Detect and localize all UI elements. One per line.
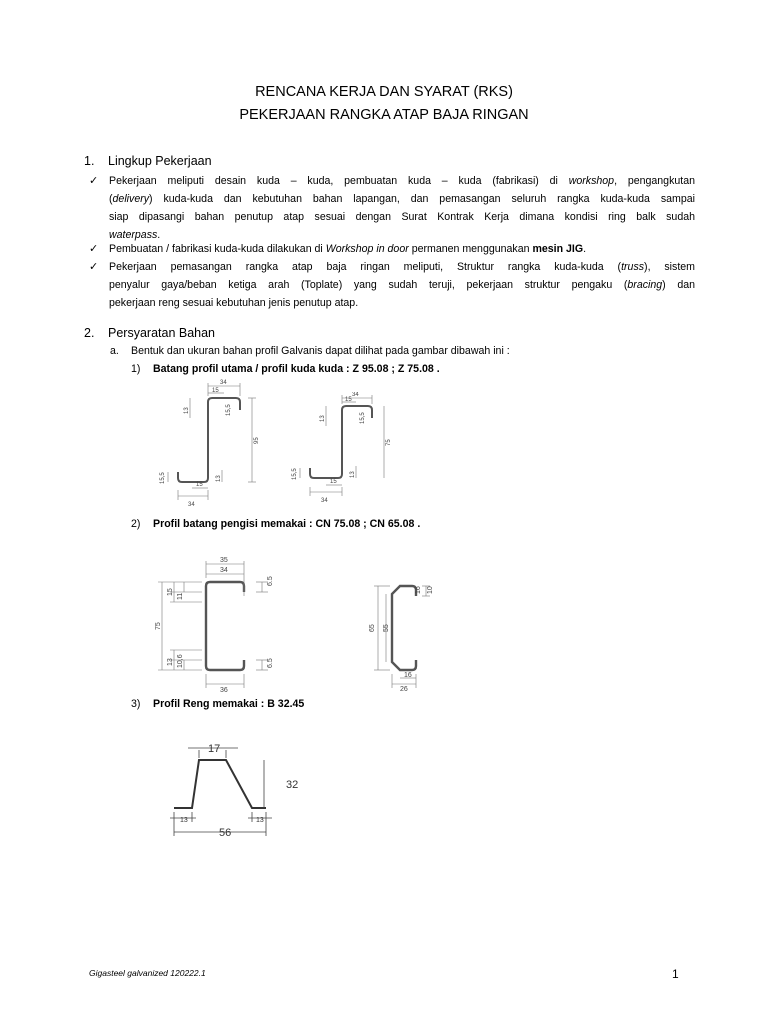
bullet-text-segment: workshop xyxy=(568,175,615,187)
bullet-line xyxy=(109,172,695,190)
bullet-line xyxy=(109,190,695,208)
cn75-dim-bottom: 36 xyxy=(220,687,228,694)
cn65-dim-inner: 55 xyxy=(383,624,390,632)
cn75-dim-l4: 10,6 xyxy=(177,654,184,668)
bullet-text-segment: Pembuatan / fabrikasi kuda-kuda dilakukan di xyxy=(109,243,326,255)
reng-profile-figure xyxy=(162,736,312,846)
cn75-dim-lip-bot: 6.5 xyxy=(267,658,274,668)
bullet-text-segment: mesin JIG xyxy=(532,243,584,255)
bullet-text-segment: Pekerjaan pemasangan rangka atap baja ringan meliputi, Struktur rangka kuda-kuda ( xyxy=(109,261,622,273)
item-a-marker: a. xyxy=(110,345,119,357)
bullet-text-segment: Pekerjaan meliputi desain kuda – kuda, pembuatan kuda – kuda (fabrikasi) di xyxy=(109,175,569,187)
bullet-line xyxy=(109,208,695,226)
z95-dim-height: 95 xyxy=(254,437,260,444)
document-title-line2: PEKERJAAN RANGKA ATAP BAJA RINGAN xyxy=(239,107,529,123)
cn75-dim-top-outer: 35 xyxy=(220,557,228,564)
z75-dim-lip: 15,5 xyxy=(360,412,366,424)
checkmark-icon: ✓ xyxy=(89,261,99,273)
bullet-text-segment: ) kuda-kuda dan kebutuhan bahan lapangan, dan pemasangan seluruh rangka kuda-kuda sampai xyxy=(149,193,695,205)
section1-bullet-1 xyxy=(89,172,695,244)
cn75-dim-l1: 11 xyxy=(177,592,184,600)
bullet-text-segment: bracing xyxy=(627,279,663,291)
cn75-dim-height: 75 xyxy=(155,622,162,630)
section2-title: Persyaratan Bahan xyxy=(108,326,216,340)
bullet-text-segment: Workshop in door xyxy=(325,243,409,255)
cn75-profile-figure xyxy=(152,556,282,694)
z75-dim-top-inner: 15 xyxy=(345,397,352,403)
cn65-dim-lip: 10 xyxy=(427,586,434,594)
bullet-line xyxy=(109,276,695,294)
document-title-line1: RENCANA KERJA DAN SYARAT (RKS) xyxy=(255,84,513,100)
section1-number: 1. xyxy=(84,154,95,168)
bullet-text-segment: ( xyxy=(109,193,113,205)
sub2-text: Profil batang pengisi memakai : CN 75.08 ; CN 65.08 . xyxy=(153,518,421,530)
z95-dim-bot-left: 13 xyxy=(216,475,222,482)
reng-dim-top: 17 xyxy=(208,743,221,755)
sub3-marker: 3) xyxy=(131,698,141,710)
z95-dim-left: 13 xyxy=(184,407,190,414)
checkmark-icon: ✓ xyxy=(89,243,99,255)
section1-bullet-2 xyxy=(89,240,695,258)
cn65-dim-bot-inner: 16 xyxy=(404,672,412,679)
checkmark-icon: ✓ xyxy=(89,175,99,187)
bullet-text-segment: ), sistem xyxy=(644,261,695,273)
reng-dim-right: 13 xyxy=(256,817,264,824)
z75-dim-top: 34 xyxy=(352,392,359,398)
z75-dim-bot-inner: 15 xyxy=(330,479,337,485)
bullet-text-segment: . xyxy=(583,243,587,255)
sub1-marker: 1) xyxy=(131,363,141,375)
bullet-text-segment: . xyxy=(157,229,161,241)
page-number: 1 xyxy=(672,967,679,981)
section1-title: Lingkup Pekerjaan xyxy=(108,154,212,168)
reng-dim-left: 13 xyxy=(180,817,188,824)
sub3-text: Profil Reng memakai : B 32.45 xyxy=(153,698,305,710)
section2-number: 2. xyxy=(84,326,95,340)
bullet-text-segment: penyalur gaya/beban ketiga arah (Toplate) yang sudah teruji, pekerjaan struktur pengaku ( xyxy=(109,279,628,291)
bullet-text-segment: permanen menggunakan xyxy=(408,243,533,255)
item-a-text: Bentuk dan ukuran bahan profil Galvanis dapat dilihat pada gambar dibawah ini : xyxy=(131,345,510,357)
bullet-text-segment: siap dipasangi bahan penutup atap sesuai dengan Surat Kontrak Kerja dimana kondisi ring balk sudah xyxy=(109,211,695,223)
z75-dim-height: 75 xyxy=(386,439,392,446)
cn75-dim-top-inner: 34 xyxy=(220,567,228,574)
sub2-marker: 2) xyxy=(131,518,141,530)
z95-dim-bot-lip: 15,5 xyxy=(160,472,166,484)
z95-dim-bottom: 34 xyxy=(188,502,195,508)
z75-dim-bot-lip: 15,5 xyxy=(292,468,298,480)
bullet-line xyxy=(109,294,695,312)
z75-dim-bottom: 34 xyxy=(321,498,328,504)
sub1-text: Batang profil utama / profil kuda kuda : Z 95.08 ; Z 75.08 . xyxy=(153,363,440,375)
bullet-text-segment: ) dan xyxy=(662,279,695,291)
reng-dim-height: 32 xyxy=(286,779,299,791)
cn75-dim-l2: 15 xyxy=(167,588,174,596)
bullet-text-segment: truss xyxy=(621,261,645,273)
footer-text: Gigasteel galvanized 120222.1 xyxy=(89,968,206,978)
bullet-line xyxy=(109,258,695,276)
z95-dim-top: 34 xyxy=(220,380,227,386)
z95-dim-lip: 15,5 xyxy=(226,404,232,416)
cn75-dim-l3: 13 xyxy=(167,658,174,666)
z95-profile-figure xyxy=(150,378,265,513)
z75-dim-bot-left: 13 xyxy=(350,471,356,478)
section1-bullet-3 xyxy=(89,258,695,312)
cn65-profile-figure xyxy=(364,578,436,692)
z95-dim-top-inner: 15 xyxy=(212,388,219,394)
bullet-text-segment: , pengangkutan xyxy=(614,175,695,187)
cn75-dim-lip-top: 6.5 xyxy=(267,576,274,586)
z75-profile-figure xyxy=(290,392,400,507)
cn65-dim-top: 16 xyxy=(415,586,422,594)
z75-dim-left: 13 xyxy=(320,415,326,422)
bullet-text-segment: waterpass xyxy=(109,229,158,241)
reng-dim-total: 56 xyxy=(219,827,232,839)
z95-dim-bot-inner: 15 xyxy=(196,482,203,488)
bullet-line xyxy=(109,240,695,258)
bullet-text-segment: pekerjaan reng sesuai kebutuhan jenis penutup atap. xyxy=(109,297,359,309)
cn65-dim-outer: 65 xyxy=(369,624,376,632)
bullet-text-segment: delivery xyxy=(112,193,150,205)
cn65-dim-bottom: 26 xyxy=(400,686,408,692)
